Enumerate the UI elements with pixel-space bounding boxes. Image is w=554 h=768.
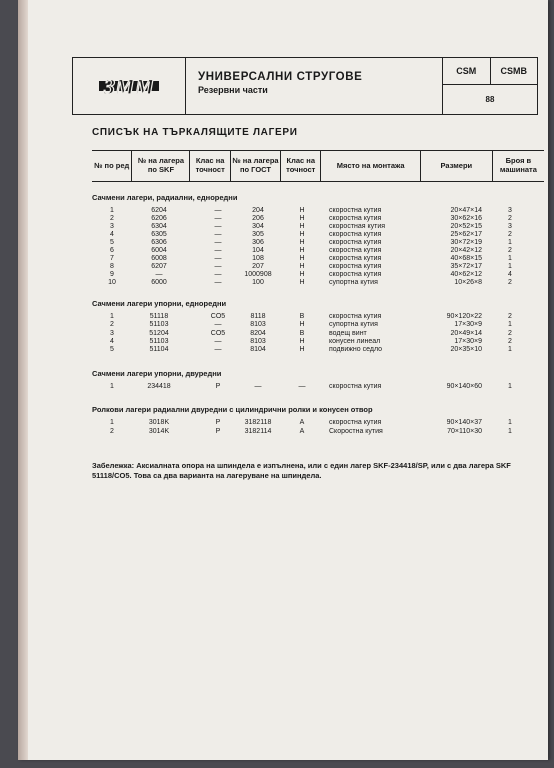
table-row — [92, 239, 544, 247]
dimensions: 90×140×37 — [446, 419, 482, 426]
row-number: 7 — [110, 255, 114, 262]
section-title: Сачмени лагери упорни, едноредни — [92, 299, 227, 308]
col-dimensions: Размери — [421, 151, 493, 181]
skf-number: 3018K — [148, 419, 170, 426]
gost-number: 204 — [252, 207, 264, 214]
dimensions: 35×72×17 — [450, 263, 482, 270]
skf-number: 6008 — [151, 255, 167, 262]
row-number: 9 — [110, 271, 114, 278]
table-row — [92, 279, 544, 287]
table-header — [92, 150, 544, 182]
dimensions: 20×35×10 — [450, 346, 482, 354]
table-row — [92, 247, 544, 255]
class-2: А — [299, 427, 305, 435]
mount-place: подвижно седло — [329, 346, 383, 354]
quantity: 2 — [508, 337, 512, 345]
table-row — [92, 263, 544, 271]
gost-number: 207 — [252, 263, 264, 270]
class-2: Н — [299, 215, 305, 222]
class-2: Н — [299, 279, 305, 286]
dimensions: 90×140×60 — [446, 383, 482, 390]
class: CO5 — [210, 313, 226, 320]
row-number: 3 — [110, 223, 114, 230]
mount-place: скоростная кутия — [329, 223, 386, 230]
class: — — [214, 321, 222, 329]
gost-number: 305 — [252, 231, 264, 238]
class: — — [214, 337, 222, 345]
dimensions: 25×62×17 — [450, 231, 482, 238]
mount-place: скоростна кутия — [329, 313, 382, 320]
skf-number: 6000 — [151, 279, 167, 286]
zmm-logo — [97, 72, 161, 100]
class: — — [214, 215, 222, 222]
class: Р — [215, 383, 221, 390]
mount-place: супортна кутия — [329, 279, 378, 286]
col-class: Клас на точност — [190, 151, 230, 181]
mount-place: супортна кутия — [329, 321, 378, 329]
table-row — [92, 321, 544, 329]
model-code-2: CSMB — [500, 66, 527, 76]
class: Р — [215, 427, 221, 435]
table-row — [92, 338, 544, 346]
mount-place: скоростна кутия — [329, 239, 382, 246]
quantity: 1 — [508, 419, 512, 426]
logo-cell — [73, 58, 186, 114]
gost-number: 1000908 — [244, 271, 272, 278]
col-class-2: Клас на точност — [281, 151, 321, 181]
section-title: Сачмени лагери упорни, двуредни — [92, 369, 222, 378]
document-title: УНИВЕРСАЛНИ СТРУГОВЕ — [198, 71, 363, 83]
class-2: Н — [299, 255, 305, 262]
table-row — [92, 255, 544, 263]
row-number: 10 — [108, 279, 116, 286]
skf-number: — — [155, 271, 163, 278]
row-number: 1 — [110, 419, 114, 426]
dimensions: 30×62×16 — [450, 215, 482, 222]
quantity: 1 — [508, 346, 512, 354]
quantity: 2 — [508, 313, 512, 320]
dimensions: 90×120×22 — [446, 313, 482, 320]
row-number: 4 — [110, 337, 114, 345]
gost-number: 108 — [252, 255, 264, 262]
row-number: 3 — [110, 329, 114, 337]
dimensions: 20×47×14 — [450, 207, 482, 214]
row-number: 4 — [110, 231, 114, 238]
quantity: 2 — [508, 329, 512, 337]
dimensions: 20×52×15 — [450, 223, 482, 230]
table-row — [92, 313, 544, 321]
quantity: 1 — [508, 255, 512, 262]
class-2: Н — [299, 239, 305, 246]
mount-place: скоростна кутия — [329, 231, 382, 238]
table-row — [92, 330, 544, 338]
table-row — [92, 207, 544, 215]
gost-number: 3182114 — [244, 427, 272, 435]
mount-place: скоростна кутия — [329, 255, 382, 262]
dimensions: 20×49×14 — [450, 329, 482, 337]
skf-number: 6304 — [151, 223, 167, 230]
document-subtitle: Резервни части — [198, 85, 268, 95]
skf-number: 6206 — [151, 215, 167, 222]
quantity: 2 — [508, 215, 512, 222]
class: — — [214, 346, 222, 354]
class: — — [214, 247, 222, 254]
mount-place: скоростна кутия — [329, 419, 382, 426]
quantity: 4 — [508, 271, 512, 278]
gost-number: 104 — [252, 247, 264, 254]
quantity: 1 — [508, 239, 512, 246]
skf-number: 6004 — [151, 247, 167, 254]
dimensions: 17×30×9 — [454, 337, 482, 345]
dimensions: 30×72×19 — [450, 239, 482, 246]
skf-number: 6306 — [151, 239, 167, 246]
table-row — [92, 419, 544, 427]
mount-place: скоростна кутия — [329, 247, 382, 254]
row-number: 5 — [110, 239, 114, 246]
class-2: Н — [299, 337, 305, 345]
row-number: 2 — [110, 427, 114, 435]
gost-number: 8103 — [250, 337, 266, 345]
dimensions: 40×62×12 — [450, 271, 482, 278]
gost-number: 100 — [252, 279, 264, 286]
quantity: 1 — [508, 321, 512, 329]
table-row — [92, 346, 544, 354]
class-2: Н — [299, 231, 305, 238]
row-number: 8 — [110, 263, 114, 270]
gost-number: 306 — [252, 239, 264, 246]
title-block — [72, 57, 538, 115]
quantity: 1 — [508, 383, 512, 390]
gost-number: 8104 — [250, 346, 266, 354]
table-row — [92, 271, 544, 279]
class: CO5 — [210, 329, 226, 337]
quantity: 1 — [508, 427, 512, 435]
skf-number: 6207 — [151, 263, 167, 270]
mount-place: конусен линеал — [329, 337, 381, 345]
quantity: 2 — [508, 231, 512, 238]
skf-number: 51103 — [149, 337, 169, 345]
class: — — [214, 255, 222, 262]
dimensions: 10×26×8 — [454, 279, 482, 286]
mount-place: Скоростна кутия — [329, 427, 383, 435]
class-2: А — [299, 419, 305, 426]
quantity: 2 — [508, 279, 512, 286]
row-number: 6 — [110, 247, 114, 254]
skf-number: 51118 — [149, 313, 169, 320]
quantity: 2 — [508, 247, 512, 254]
logo-text: ЗММ — [103, 74, 155, 99]
class: — — [214, 271, 222, 278]
col-quantity: Броя в машината — [499, 156, 537, 174]
class-2: Н — [299, 271, 305, 278]
gost-number: — — [254, 383, 262, 390]
mount-place: скоростна кутия — [329, 271, 382, 278]
row-number: 2 — [110, 321, 114, 329]
class: — — [214, 263, 222, 270]
skf-number: 3014K — [148, 427, 170, 435]
quantity: 3 — [508, 223, 512, 230]
note-text: Забележка: Аксиалната опора на шпиндела е изпълнена, или с един лагер SKF-234418/SP, или с два лагера SKF 51118/CO5. Това са два варианта на лагеруване на шпиндела. — [92, 461, 511, 480]
table-row — [92, 223, 544, 231]
class-2: Н — [299, 247, 305, 254]
col-place: Място на монтажа — [321, 151, 420, 181]
class-2: Н — [299, 263, 305, 270]
dimensions: 40×68×15 — [450, 255, 482, 262]
row-number: 2 — [110, 215, 114, 222]
title-cell — [186, 58, 443, 114]
class: Р — [215, 419, 221, 426]
section-title: Ролкови лагери радиални двуредни с цилиндрични ролки и конусен отвор — [92, 405, 373, 414]
mount-place: скоростна кутия — [329, 263, 382, 270]
table-row — [92, 383, 544, 391]
mount-place: водещ винт — [329, 329, 367, 337]
table-row — [92, 428, 544, 436]
dimensions: 20×42×12 — [450, 247, 482, 254]
table-row — [92, 215, 544, 223]
skf-number: 51204 — [149, 329, 169, 337]
class: — — [214, 239, 222, 246]
gost-number: 3182118 — [244, 419, 272, 426]
skf-number: 6204 — [151, 207, 167, 214]
col-row-no: № по ред — [92, 151, 132, 181]
row-number: 1 — [110, 383, 114, 390]
class-2: Н — [299, 207, 305, 214]
gost-number: 8118 — [250, 313, 266, 320]
row-number: 1 — [110, 313, 114, 320]
table-row — [92, 231, 544, 239]
col-skf-no: № на лагера по SKF — [132, 151, 190, 181]
gost-number: 8103 — [250, 321, 266, 329]
row-number: 1 — [110, 207, 114, 214]
model-code-1: CSM — [443, 58, 491, 84]
dimensions: 17×30×9 — [454, 321, 482, 329]
class-2: Н — [299, 223, 305, 230]
skf-number: 6305 — [151, 231, 167, 238]
page-spine — [18, 0, 28, 760]
skf-number: 51103 — [149, 321, 169, 329]
dimensions: 70×110×30 — [447, 427, 482, 435]
mount-place: скоростна кутия — [329, 383, 382, 390]
section-title: Сачмени лагери, радиални, едноредни — [92, 193, 238, 202]
document-page — [18, 0, 548, 760]
page-number: 88 — [485, 95, 495, 104]
class: — — [214, 231, 222, 238]
gost-number: 8204 — [250, 329, 266, 337]
quantity: 1 — [508, 263, 512, 270]
class-2: Н — [299, 321, 305, 329]
class: — — [214, 207, 222, 214]
quantity: 3 — [508, 207, 512, 214]
class-2: В — [299, 329, 305, 337]
class-2: В — [299, 313, 305, 320]
row-number: 5 — [110, 346, 114, 354]
gost-number: 304 — [252, 223, 264, 230]
skf-number: 51104 — [149, 346, 169, 354]
code-cell — [443, 58, 537, 114]
skf-number: 234418 — [147, 383, 171, 390]
list-title: СПИСЪК НА ТЪРКАЛЯЩИТЕ ЛАГЕРИ — [92, 127, 298, 138]
class: — — [214, 279, 222, 286]
gost-number: 206 — [252, 215, 264, 222]
class: — — [214, 223, 222, 230]
mount-place: скоростна кутия — [329, 207, 382, 214]
class-2: — — [298, 383, 306, 390]
class-2: Н — [299, 346, 305, 354]
mount-place: скоростна кутия — [329, 215, 382, 222]
col-gost-no: № на лагера по ГОСТ — [231, 151, 281, 181]
